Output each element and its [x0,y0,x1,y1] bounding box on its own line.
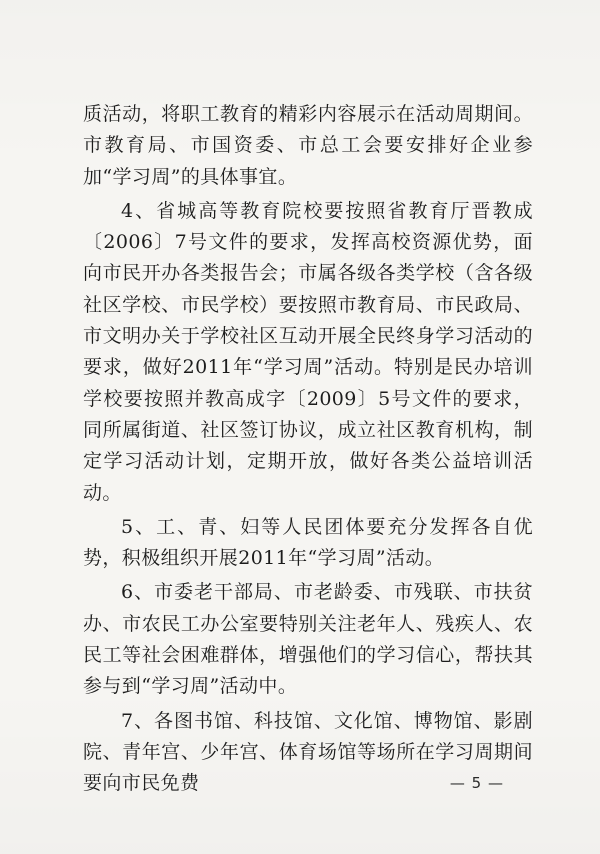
paragraph-item-4: 4、省城高等教育院校要按照省教育厅晋教成〔2006〕7号文件的要求，发挥高校资源优势，面向市民开办各类报告会；市属各级各类学校（含各级社区学校、市民学校）要按照市教育局、市民政局、市文明办关于学校社区互动开展全民终身学习活动的要求，做好2011年“学习周”活动。特别是民办培训学校要按照并教高成字〔2009〕5号文件的要求，同所属街道、社区签订协议，成立社区教育机构，制定学习活动计划，定期开放，做好各类公益培训活动。 [83,199,533,504]
paragraph-item-6: 6、市委老干部局、市老龄委、市残联、市扶贫办、市农民工办公室要特别关注老年人、残疾人、农民工等社会困难群体，增强他们的学习信心，帮扶其参与到“学习周”活动中。 [83,581,533,698]
document-body [83,99,533,803]
paragraph-item-5: 5、工、青、妇等人民团体要充分发挥各自优势，积极组织开展2011年“学习周”活动。 [83,515,533,570]
paragraph-continuation: 质活动，将职工教育的精彩内容展示在活动周期间。市教育局、市国资委、市总工会要安排好企业参加“学习周”的具体事宜。 [83,103,533,188]
paragraph-item-7: 7、各图书馆、科技馆、文化馆、博物馆、影剧院、青年宫、少年宫、体育场馆等场所在学习周期间要向市民免费 [83,709,533,795]
page-number: — 5 — [449,774,504,792]
